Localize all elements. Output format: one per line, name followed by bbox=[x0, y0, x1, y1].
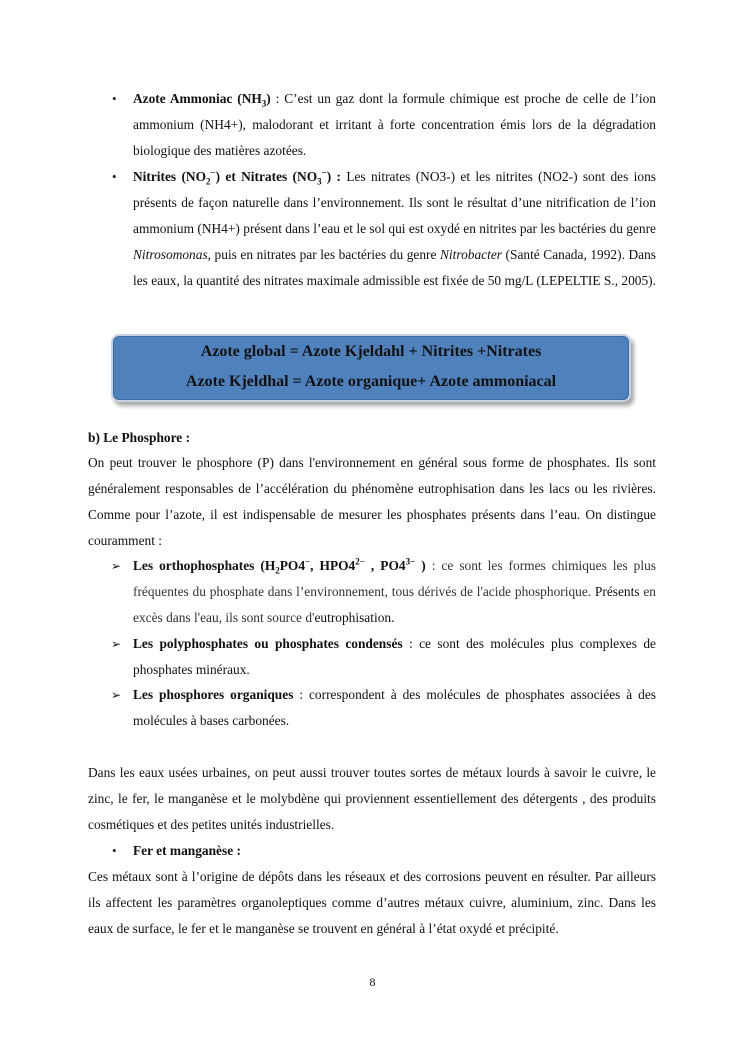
polyphosphates-term: Les polyphosphates ou phosphates condensés bbox=[133, 636, 403, 651]
arrow-bullet-organiques: ➢ bbox=[111, 688, 122, 702]
section-heading-phosphore: b) Le Phosphore : bbox=[88, 430, 191, 445]
metaux-lourds-paragraph: Dans les eaux usées urbaines, on peut aussi trouver toutes sortes de métaux lourds à savoir le cuivre, le zinc, le fer, le manganèse et le molybdène qui proviennent essentiellement des détergents , des produits cosmétiques et des petites unités industrielles. bbox=[88, 765, 656, 832]
formula-azote-kjeldahl: Azote Kjeldhal = Azote organique+ Azote ammoniacal bbox=[185, 373, 557, 390]
fer-manganese-paragraph: Ces métaux sont à l’origine de dépôts dans les réseaux et des corrosions peuvent en résulter. Par ailleurs ils affectent les paramètres organoleptiques comme d’autres métaux cuivre, aluminium, zinc. Dans les eaux de surface, le fer et le manganèse se trouvent en général à l’état oxydé et précipité. bbox=[88, 869, 656, 936]
ammoniac-paragraph bbox=[133, 86, 656, 164]
arrow-bullet-ortho: ➢ bbox=[111, 559, 122, 573]
nitrites-paragraph: Nitrites $(NO_2^-)$ et Nitrates $(NO_3^-)$ : Les nitrates (NO3-) et les nitrites (NO2-) sont des ions présents de façon naturelle dans l’environnement. Ils sont le résultat d’une nitrification de l’ion ammonium (NH4+) présent dans l’eau et le sol qui est oxydé en nitrites par les bactéries du genre Nitrosomonas, puis en nitrates par les bactéries du genre Nitrobacter (Santé Canada, 1992). Dans les eaux, la quantité des nitrates maximale admissible est fixée de 50 mg/L (LEPELTIE S., 2005). bbox=[133, 167, 656, 288]
nitrites-term: Nitrites $(NO_2^-)$ et Nitrates $(NO_3^-)$ : bbox=[133, 167, 347, 187]
ammoniac-term: Azote Ammoniac $(NH_3)$ bbox=[133, 91, 271, 109]
formula-azote-global: Azote global = Azote Kjeldahl + Nitrites +Nitrates bbox=[200, 343, 542, 360]
arrow-bullet-poly: ➢ bbox=[111, 637, 122, 651]
phosphores-organiques-item: Les phosphores organiques : correspondent à des molécules de phosphates associées à des molécules à bases carbonées. bbox=[133, 687, 656, 728]
phosphores-organiques-term: Les phosphores organiques bbox=[133, 687, 294, 702]
bullet-nitrites: • bbox=[112, 169, 117, 184]
polyphosphates-item: Les polyphosphates ou phosphates condensés : ce sont des molécules plus complexes de phosphates minéraux. bbox=[133, 636, 656, 677]
bullet-fer: • bbox=[112, 843, 117, 858]
bullet-ammoniac: • bbox=[112, 91, 117, 106]
page-number: 8 bbox=[369, 975, 376, 989]
genus-nitrosomonas: Nitrosomonas bbox=[133, 247, 208, 262]
fer-manganese-heading: Fer et manganèse : bbox=[133, 843, 241, 858]
orthophosphates-item: Les orthophosphates ($H_2PO4^-$, $HPO4^{2-}$ , $PO4^{3-}$ ) : ce sont les formes chimiques les plus fréquentes du phosphate dans l’environnement, tous dérivés de l'acide phosphorique. Présents en excès dans l'eau, ils sont source d'eutrophisation. bbox=[133, 556, 657, 625]
phosphore-intro: On peut trouver le phosphore (P) dans l'environnement en général sous forme de phosphates. Ils sont généralement responsables de l’accélération du phénomène eutrophisation dans les lacs ou les rivières. Comme pour l’azote, il est indispensable de mesurer les phosphates présents dans l’eau. On distingue couramment : bbox=[88, 455, 656, 548]
genus-nitrobacter: Nitrobacter bbox=[439, 247, 502, 262]
azote-formula-box bbox=[111, 334, 631, 402]
ammoniac-text: : C’est un gaz dont la formule chimique est proche de celle de l’ion ammonium (NH4+), malodorant et irritant à forte concentration émis lors de la dégradation biologique des matières azotées. bbox=[133, 91, 656, 158]
orthophosphates-term: Les orthophosphates ($H_2PO4^-$, $HPO4^{2-}$ , $PO4^{3-}$ ) bbox=[133, 556, 426, 576]
